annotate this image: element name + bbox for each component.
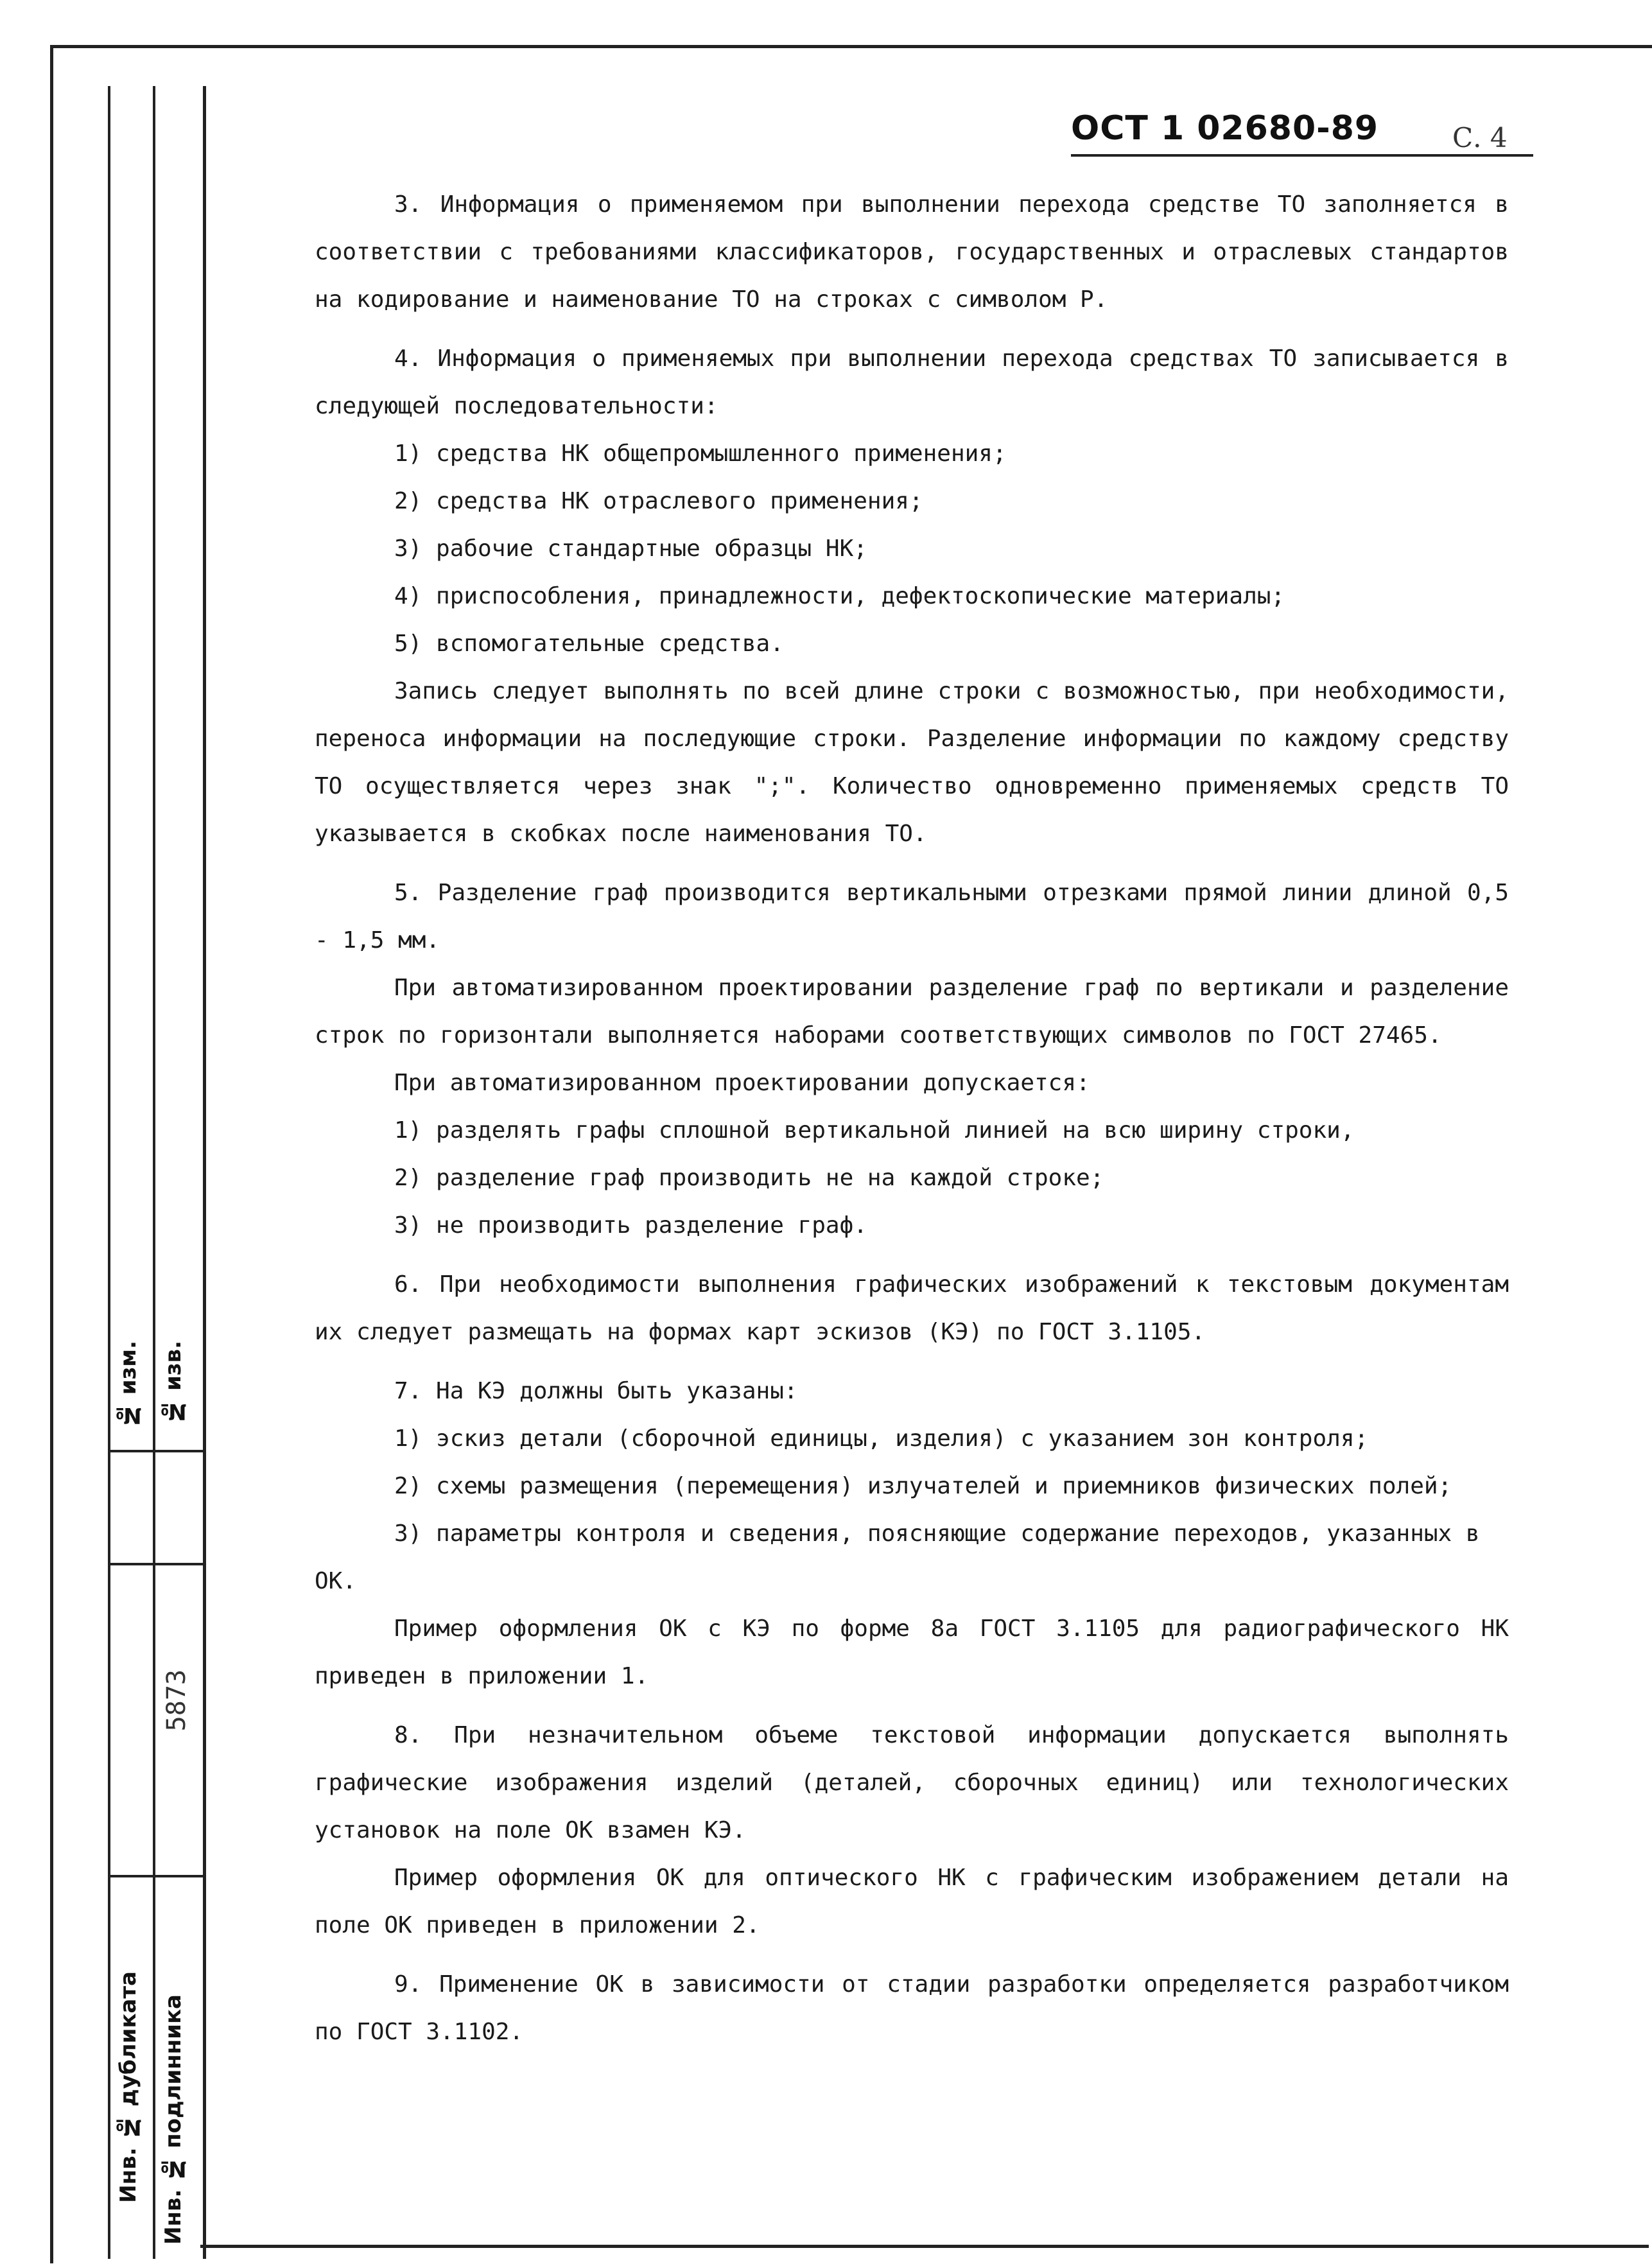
list-item: 2) схемы размещения (перемещения) излучателей и приемников физических полей;: [394, 1473, 1452, 1499]
list-item: 5) вспомогательные средства.: [394, 631, 784, 657]
list-7: [315, 1415, 1509, 1605]
list-4: [315, 430, 1509, 668]
paragraph-4-note: Запись следует выполнять по всей длине строки с возможностью, при необходимости, переноса информации на последующие строки. Разделение информации по каждому средству ТО осуществляется через знак ";". Количество одновременно применяемых средств ТО указывается в скобках после наименования ТО.: [315, 678, 1509, 847]
stamp-number: 5873: [162, 1669, 191, 1732]
stamp-izm: № изм.: [116, 1341, 141, 1429]
list-item: 2) средства НК отраслевого применения;: [394, 488, 923, 514]
paragraph-7-example: Пример оформления ОК с КЭ по форме 8а ГОСТ 3.1105 для радиографического НК приведен в приложении 1.: [315, 1615, 1509, 1689]
document-code: ОСТ 1 02680-89: [1071, 109, 1379, 148]
paragraph-4: 4. Информация о применяемых при выполнении перехода средствах ТО записывается в следующей последовательности:: [315, 345, 1509, 419]
list-item: 2) разделение граф производить не на каждой строке;: [394, 1165, 1104, 1191]
header-rule: [1071, 154, 1533, 157]
paragraph-7: 7. На КЭ должны быть указаны:: [394, 1378, 798, 1404]
paragraph-5-allowed: При автоматизированном проектировании допускается:: [394, 1070, 1090, 1096]
list-item: 3) параметры контроля и сведения, поясняющие содержание переходов, указанных в ОК.: [315, 1520, 1480, 1594]
stamp-dublikat: Инв. № дубликата: [116, 1971, 141, 2203]
list-item: 1) разделять графы сплошной вертикальной линией на всю ширину строки,: [394, 1117, 1355, 1144]
bottom-rule: [200, 2245, 1649, 2248]
stamp-divider: [153, 86, 155, 2259]
stamp-row-rule: [108, 1875, 203, 1877]
list-5: [315, 1107, 1509, 1250]
document-body: [315, 181, 1509, 2056]
list-item: 3) не производить разделение граф.: [394, 1212, 867, 1239]
paragraph-6: 6. При необходимости выполнения графических изображений к текстовым документам их следует размещать на формах карт эскизов (КЭ) по ГОСТ 3.1105.: [315, 1271, 1509, 1345]
page-number: С. 4: [1452, 122, 1508, 153]
stamp-row-rule: [108, 1450, 203, 1452]
list-item: 1) эскиз детали (сборочной единицы, изделия) с указанием зон контроля;: [394, 1425, 1369, 1452]
list-item: 4) приспособления, принадлежности, дефектоскопические материалы;: [394, 583, 1285, 609]
list-item: 3) рабочие стандартные образцы НК;: [394, 536, 867, 562]
stamp-row-rule: [108, 1563, 203, 1565]
paragraph-8-example: Пример оформления ОК для оптического НК с графическим изображением детали на поле ОК приведен в приложении 2.: [315, 1865, 1509, 1938]
paragraph-8: 8. При незначительном объеме текстовой информации допускается выполнять графические изображения изделий (деталей, сборочных единиц) или технологических установок на поле ОК взамен КЭ.: [315, 1722, 1509, 1843]
stamp-column: [108, 86, 206, 2259]
paragraph-5: 5. Разделение граф производится вертикальными отрезками прямой линии длиной 0,5 - 1,5 мм.: [315, 880, 1509, 953]
paragraph-9: 9. Применение ОК в зависимости от стадии разработки определяется разработчиком по ГОСТ 3.1102.: [315, 1971, 1509, 2045]
stamp-izv: № изв.: [161, 1341, 186, 1424]
stamp-podlinnik: Инв. № подлинника: [161, 1994, 186, 2245]
list-item: 1) средства НК общепромышленного применения;: [394, 440, 1007, 467]
paragraph-5-auto: При автоматизированном проектировании разделение граф по вертикали и разделение строк по горизонтали выполняется наборами соответствующих символов по ГОСТ 27465.: [315, 975, 1509, 1049]
paragraph-3: 3. Информация о применяемом при выполнении перехода средстве ТО заполняется в соответствии с требованиями классификаторов, государственных и отраслевых стандартов на кодирование и наименование ТО на строках с символом Р.: [315, 191, 1509, 313]
